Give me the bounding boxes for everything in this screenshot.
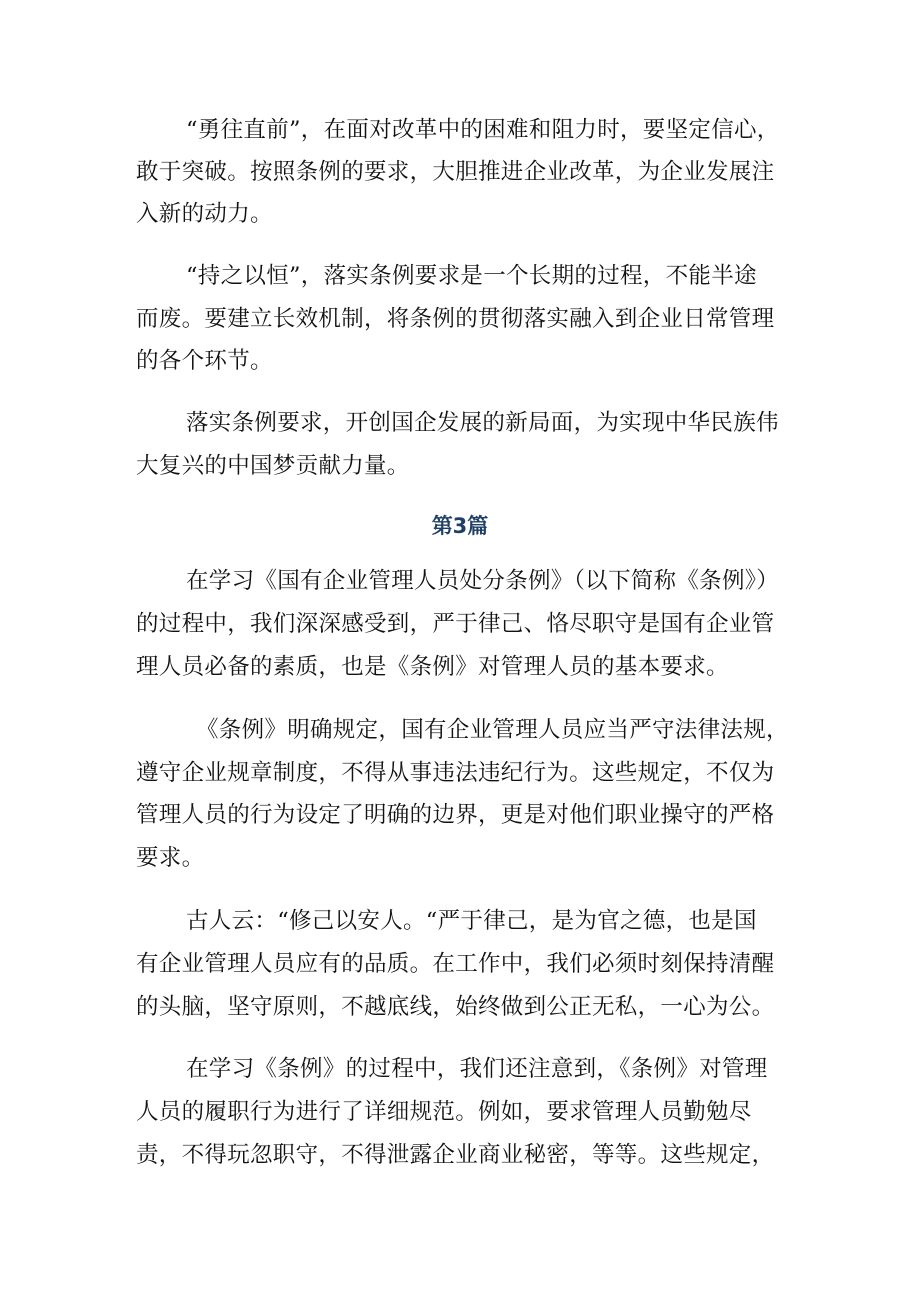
paragraph-5-line-2: 遵守企业规章制度，不得从事违法违纪行为。这些规定，不仅为 bbox=[136, 760, 775, 786]
paragraph-5-line-4: 要求。 bbox=[136, 845, 205, 871]
paragraph-5-line-3: 管理人员的行为设定了明确的边界，更是对他们职业操守的严格 bbox=[136, 802, 775, 828]
paragraph-1-line-1: “勇往直前”，在面对改革中的困难和阻力时，要坚定信心， bbox=[186, 117, 780, 143]
paragraph-3-line-2: 大复兴的中国梦贡献力量。 bbox=[136, 453, 410, 479]
paragraph-4-line-3: 理人员必备的素质，也是《条例》对管理人员的基本要求。 bbox=[136, 654, 729, 680]
paragraph-6-line-2: 有企业管理人员应有的品质。在工作中，我们必须时刻保持清醒 bbox=[136, 951, 775, 977]
paragraph-2-line-1: “持之以恒”，落实条例要求是一个长期的过程，不能半途 bbox=[186, 263, 757, 289]
paragraph-1-line-2: 敢于突破。按照条例的要求，大胆推进企业改革，为企业发展注 bbox=[136, 159, 775, 185]
paragraph-7-line-1: 在学习《条例》的过程中，我们还注意到，《条例》对管理 bbox=[186, 1056, 768, 1082]
paragraph-2-line-3: 的各个环节。 bbox=[136, 348, 273, 374]
paragraph-6-line-1: 古人云：“修己以安人。“严于律己，是为官之德，也是国 bbox=[186, 908, 757, 934]
paragraph-5-line-1: 《条例》明确规定，国有企业管理人员应当严守法律法规， bbox=[196, 717, 789, 743]
paragraph-1-line-3: 入新的动力。 bbox=[136, 201, 273, 227]
paragraph-7-line-3: 责，不得玩忽职守，不得泄露企业商业秘密，等等。这些规定， bbox=[136, 1142, 775, 1168]
paragraph-3-line-1: 落实条例要求，开创国企发展的新局面，为实现中华民族伟 bbox=[186, 410, 779, 436]
paragraph-4-line-2: 的过程中，我们深深感受到，严于律己、恪尽职守是国有企业管 bbox=[136, 611, 775, 637]
paragraph-7-line-2: 人员的履职行为进行了详细规范。例如，要求管理人员勤勉尽 bbox=[136, 1099, 752, 1125]
paragraph-6-line-3: 的头脑，坚守原则，不越底线，始终做到公正无私，一心为公。 bbox=[136, 994, 775, 1020]
paragraph-4-line-1: 在学习《国有企业管理人员处分条例》（以下简称《条例》） bbox=[186, 568, 780, 594]
paragraph-2-line-2: 而废。要建立长效机制，将条例的贯彻落实融入到企业日常管理 bbox=[136, 306, 775, 332]
section-heading: 第3篇 bbox=[431, 514, 489, 538]
